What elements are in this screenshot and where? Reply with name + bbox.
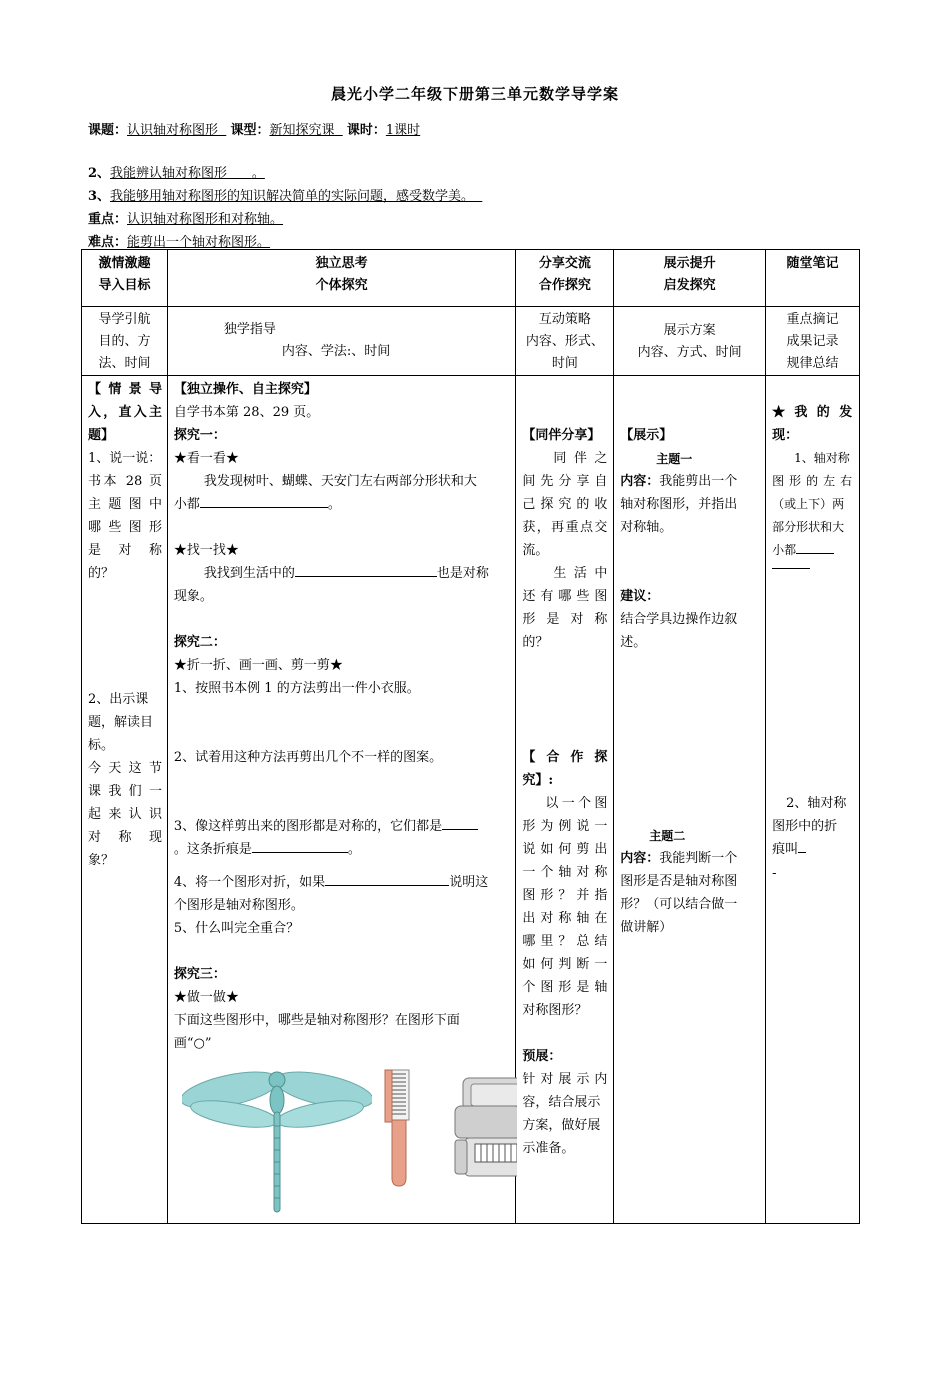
do-text-line-2: 画“○”	[173, 1036, 212, 1051]
subheader-col-5-line-3: 规律总结	[786, 356, 839, 371]
header-col-4-line-2: 启发探究	[663, 278, 716, 293]
task-3-text: 3、像这样剪出来的图形都是对称的，它们都是	[173, 819, 443, 834]
difficulty-text: 能剪出一个轴对称图形。	[127, 235, 271, 250]
task-5: 5、什么叫完全重合？	[173, 921, 300, 936]
goal-3-text: 我能够用轴对称图形的知识解决简单的实际问题，感受数学美。	[110, 189, 475, 204]
lesson-table	[81, 249, 860, 1224]
intro-goal-line-4: 今 天 这 节	[88, 761, 162, 776]
intro-goal-line-8: 象？	[88, 853, 115, 868]
coop-line-2: 形 为 例 说 一	[522, 819, 608, 834]
task-3-end: 。	[347, 842, 361, 857]
coop-line-3: 说 如 何 剪 出	[522, 842, 608, 857]
note-1-blank[interactable]	[796, 543, 834, 554]
subheader-col-4	[614, 307, 766, 376]
note-2-line-1: 2、轴对称	[786, 796, 847, 811]
goal-2	[88, 162, 521, 181]
header-col-2-line-1: 独立思考	[315, 256, 368, 271]
subheader-col-4-line-2: 内容、方式、时间	[637, 345, 742, 360]
intro-goal-line-2: 题，解读目	[88, 715, 154, 730]
theme-2-line-4: 做讲解）	[620, 920, 673, 935]
look-text-end: 。	[327, 497, 341, 512]
note-2-text: 痕叫	[772, 842, 799, 857]
sofa-icon	[453, 1076, 517, 1186]
goal-2-text	[110, 166, 521, 181]
preview-line-1: 针 对 展 示 内	[522, 1072, 608, 1087]
content-col-3	[516, 376, 614, 1224]
topic-value: 认识轴对称图形	[127, 123, 219, 138]
header-col-1-line-1: 激情激趣	[98, 256, 151, 271]
task-3-blank-2[interactable]	[252, 840, 348, 853]
intro-say-line-1: 1、说一说：	[88, 451, 162, 466]
life-question-line-3: 形 是 对 称	[522, 612, 608, 627]
task-3-blank-1[interactable]	[442, 817, 478, 830]
note-2-blank[interactable]	[798, 842, 806, 853]
note-2-dash: -	[772, 866, 777, 881]
header-col-1	[82, 250, 168, 307]
header-col-4	[614, 250, 766, 307]
explore-3-title: 探究三：	[173, 967, 226, 982]
life-question-line-1: 生 活 中	[553, 566, 608, 581]
preview-heading: 预展：	[522, 1049, 562, 1064]
theme-2-content-text: 我能判断一个	[659, 851, 738, 866]
coop-line-1: 以一个图	[545, 796, 608, 811]
header-col-3	[516, 250, 614, 307]
content-col-1	[82, 376, 168, 1224]
theme-2-content-label: 内容：	[620, 851, 660, 866]
find-text-line-2: 现象。	[173, 589, 213, 604]
suggestion-line-1: 结合学具边操作边叙	[620, 612, 738, 627]
subheader-col-3-line-3: 时间	[551, 356, 578, 371]
coop-line-6: 出 对 称 轴 在	[522, 911, 608, 926]
subheader-col-1-line-1: 导学引航	[98, 312, 151, 327]
theme-1-line-3: 对称轴。	[620, 520, 673, 535]
subheader-col-1	[82, 307, 168, 376]
note-1-blank-cont[interactable]	[772, 568, 810, 569]
preview-line-3: 方案，做好展	[522, 1118, 601, 1133]
subheader-col-2-line-2: 内容、学法:、时间	[281, 344, 391, 359]
coop-line-9: 个 图 形 是 轴	[522, 980, 608, 995]
goal-2-label: 我能辨认轴对称图形	[110, 166, 228, 181]
preview-line-4: 示准备。	[522, 1141, 575, 1156]
content-col-4	[614, 376, 766, 1224]
subheader-col-3-line-2: 内容、形式、	[525, 334, 604, 349]
task-4-line-1	[174, 871, 488, 894]
content-col-5	[766, 376, 860, 1224]
task-1: 1、按照书本例 1 的方法剪出一件小衣服。	[173, 681, 420, 696]
coop-line-8: 如 何 判 断 一	[522, 957, 608, 972]
preview-line-2: 容，结合展示	[522, 1095, 601, 1110]
theme-1-line-2: 轴对称图形，并指出	[620, 497, 738, 512]
difficulty	[88, 231, 398, 250]
note-1-text: 小都	[772, 543, 797, 557]
subheader-row	[82, 307, 860, 376]
subheader-col-5	[766, 307, 860, 376]
look-text-line-1: 我发现树叶、蝴蝶、天安门左右两部分形状和大	[203, 474, 477, 489]
coop-heading-line-2: 究】:	[522, 773, 554, 788]
intro-say-line-6: 的？	[88, 566, 115, 581]
key-label: 重点：	[88, 212, 128, 227]
goal-3	[88, 185, 482, 204]
header-col-3-line-1: 分享交流	[538, 256, 591, 271]
explore-2-title: 探究二：	[173, 635, 226, 650]
note-1-line-1: 1、轴对称	[794, 451, 850, 465]
find-title: ★找一找★	[173, 543, 239, 558]
intro-heading-line-3: 题】	[88, 428, 115, 443]
show-heading: 【展示】	[620, 428, 673, 443]
intro-goal-line-3: 标。	[88, 738, 115, 753]
do-title: ★做一做★	[173, 990, 239, 1005]
intro-goal-line-6: 起 来 认 识	[88, 807, 162, 822]
subheader-col-5-line-1: 重点摘记	[786, 312, 839, 327]
intro-say-line-5: 是 对 称	[88, 543, 162, 558]
note-1-line-3: （或上下）两	[772, 497, 845, 511]
goal-2-end: 。	[251, 166, 265, 181]
difficulty-label: 难点：	[88, 235, 128, 250]
intro-goal-line-1: 2、出示课	[88, 692, 149, 707]
peer-share-line-4: 获，再重点交	[522, 520, 608, 535]
lesson-meta	[88, 119, 420, 138]
peer-share-line-2: 间 先 分 享 自	[522, 474, 608, 489]
content-row	[82, 376, 860, 1224]
theme-1-content-label: 内容：	[620, 474, 660, 489]
task-2: 2、试着用这种方法再剪出几个不一样的图案。	[173, 750, 443, 765]
peer-share-heading: 【同伴分享】	[522, 428, 601, 443]
task-3-line-2	[174, 838, 361, 861]
note-1-line-4: 部分形状和大	[772, 520, 845, 534]
self-study-pages: 自学书本第 28、29 页。	[173, 405, 320, 420]
subheader-col-5-line-2: 成果记录	[786, 334, 839, 349]
header-col-4-line-1: 展示提升	[663, 256, 716, 271]
task-4-text: 4、将一个图形对折，如果	[173, 875, 326, 890]
intro-goal-line-7: 对 称 现	[88, 830, 162, 845]
task-3-line-1	[174, 815, 478, 838]
note-1-line-2: 图 形 的 左 右	[772, 474, 853, 488]
intro-say-line-2: 书本 28 页	[88, 474, 162, 489]
find-text-suffix: 也是对称	[436, 566, 489, 581]
goal-2-number: 2、	[88, 166, 111, 181]
find-answer-blank[interactable]	[295, 564, 437, 577]
header-row	[82, 250, 860, 307]
note-1-line-5	[772, 539, 834, 561]
header-col-2-line-2: 个体探究	[315, 278, 368, 293]
explore-heading: 【独立操作、自主探究】	[173, 382, 317, 397]
dragonfly-icon	[182, 1066, 372, 1216]
task-3-text-2: 。这条折痕是	[173, 842, 252, 857]
peer-share-line-5: 流。	[522, 543, 549, 558]
subheader-col-1-line-2: 目的、方	[98, 334, 151, 349]
intro-say-line-3: 主 题 图 中	[88, 497, 162, 512]
intro-say-line-4: 哪 些 图 形	[88, 520, 162, 535]
theme-1-title: 主题一	[656, 452, 693, 466]
subheader-col-2	[167, 307, 515, 376]
key-point	[88, 208, 403, 227]
theme-2-line-2: 图形是否是轴对称图	[620, 874, 738, 889]
header-col-2	[167, 250, 515, 307]
look-text-line-2	[174, 493, 341, 516]
intro-heading-line-1: 【 情 景 导	[88, 382, 162, 397]
note-2-line-2: 图形中的折	[772, 819, 838, 834]
theme-2-line-1	[620, 847, 737, 870]
peer-share-line-1: 同 伴 之	[553, 451, 608, 466]
coop-line-5: 图 形 ？ 并 指	[522, 888, 608, 903]
explore-1-title: 探究一：	[173, 428, 226, 443]
suggestion-line-2: 述。	[620, 635, 647, 650]
topic-label: 课题：	[88, 123, 128, 138]
life-question-line-4: 的？	[522, 635, 549, 650]
suggestion-label: 建议：	[620, 589, 660, 604]
find-text-prefix: 我找到生活中的	[203, 566, 295, 581]
subheader-col-2-line-1: 独学指导	[223, 322, 276, 337]
header-col-5	[766, 250, 860, 307]
look-text-prefix: 小都	[173, 497, 200, 512]
header-col-3-line-2: 合作探究	[538, 278, 591, 293]
note-2-line-3	[772, 838, 806, 861]
content-col-2	[167, 376, 515, 1224]
do-text-line-1: 下面这些图形中，哪些是轴对称图形？在图形下面	[173, 1013, 460, 1028]
discovery-heading-line-1: ★ 我 的 发	[772, 405, 853, 420]
task-4-blank[interactable]	[325, 873, 449, 886]
look-answer-blank[interactable]	[200, 495, 328, 508]
subheader-col-1-line-3: 法、时间	[98, 356, 151, 371]
hours-value: 1课时	[385, 123, 421, 138]
coop-line-10: 对称图形？	[522, 1003, 588, 1018]
discovery-heading-line-2: 现：	[772, 428, 799, 443]
look-title: ★看一看★	[173, 451, 239, 466]
hours-label: 课时：	[346, 123, 386, 138]
type-label: 课型：	[230, 123, 270, 138]
type-value: 新知探究课	[269, 123, 335, 138]
theme-1-line-1	[620, 470, 737, 493]
theme-2-title: 主题二	[649, 829, 686, 843]
page-title: 晨光小学二年级下册第三单元数学导学案	[330, 85, 619, 103]
coop-line-7: 哪 里 ？ 总 结	[522, 934, 608, 949]
fold-draw-cut-title: ★折一折、画一画、剪一剪★	[173, 658, 343, 673]
key-text: 认识轴对称图形和对称轴。	[127, 212, 284, 227]
intro-goal-line-5: 课 我 们 一	[88, 784, 162, 799]
intro-heading-line-2: 入，直入主	[88, 405, 162, 420]
comb-icon	[382, 1068, 412, 1188]
find-text-line-1	[204, 562, 489, 585]
theme-1-content-text: 我能剪出一个	[659, 474, 738, 489]
subheader-col-3	[516, 307, 614, 376]
header-col-1-line-2: 导入目标	[98, 278, 151, 293]
theme-2-line-3: 形？（可以结合做一	[620, 897, 738, 912]
subheader-col-3-line-1: 互动策略	[538, 312, 591, 327]
header-col-5-line-1: 随堂笔记	[786, 256, 839, 271]
goal-3-number: 3、	[88, 189, 111, 204]
peer-share-line-3: 己 探 究 的 收	[522, 497, 608, 512]
coop-heading-line-1: 【 合 作 探	[522, 750, 608, 765]
task-4-text-2: 说明这	[449, 875, 489, 890]
subheader-col-4-line-1: 展示方案	[663, 323, 716, 338]
life-question-line-2: 还 有 哪 些 图	[522, 589, 608, 604]
task-4-line-2: 个图形是轴对称图形。	[173, 898, 304, 913]
coop-line-4: 一 个 轴 对 称	[522, 865, 608, 880]
